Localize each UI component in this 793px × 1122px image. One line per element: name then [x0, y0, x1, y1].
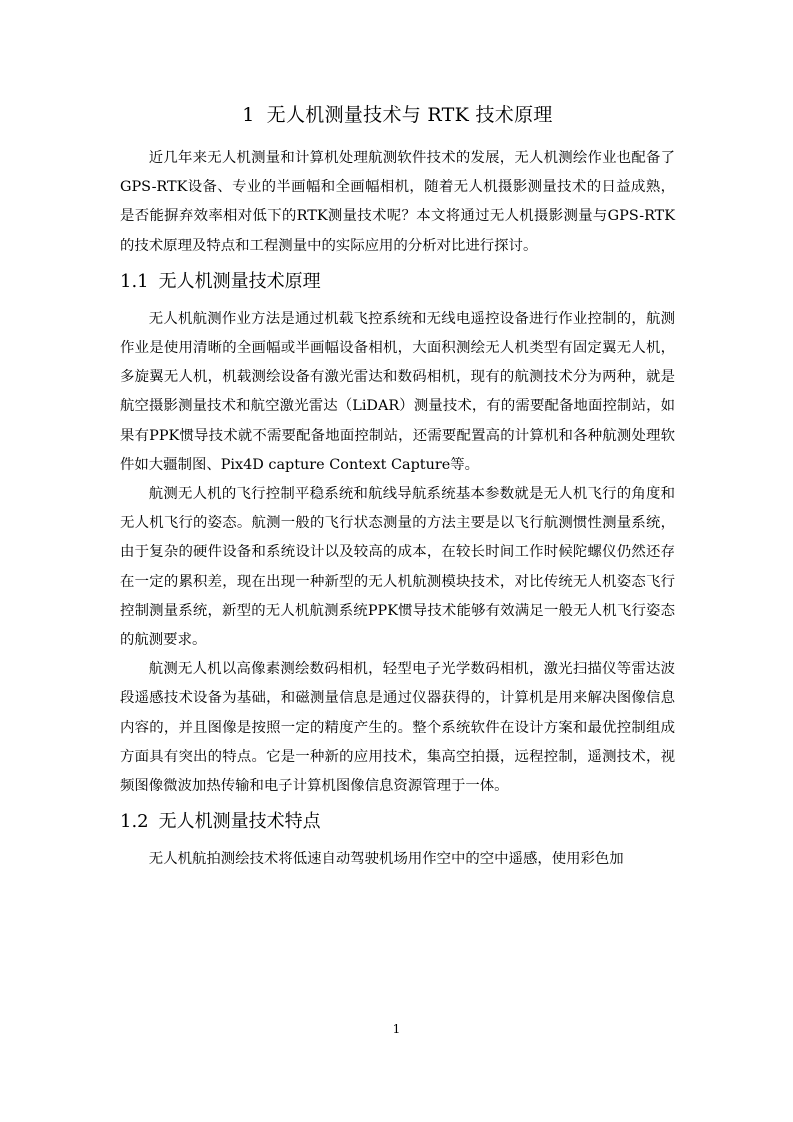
page-number: 1 [392, 1022, 401, 1036]
section-1-1-paragraph-3: 航测无人机以高像素测绘数码相机，轻型电子光学数码相机，激光扫描仪等雷达波段遥感技术设备为基础，和磁测量信息是通过仪器获得的，计算机是用来解决图像信息内容的，并且图像是按照一定的精度产生的。整个系统软件在设计方案和最优控制组成方面具有突出的特点。它是一种新的应用技术，集高空拍摄，远程控制，遥测技术，视频图像微波加热传输和电子计算机图像信息资源管理于一体。 [120, 661, 675, 795]
section-1-1-number: 1.1 [120, 270, 149, 292]
section-1-1-paragraph-2: 航测无人机的飞行控制平稳系统和航线导航系统基本参数就是无人机飞行的角度和无人机飞行的姿态。航测一般的飞行状态测量的方法主要是以飞行航测惯性测量系统，由于复杂的硬件设备和系统设计以及较高的成本，在较长时间工作时候陀螺仪仍然还存在一定的累积差，现在出现一种新型的无人机航测模块技术，对比传统无人机姿态飞行控制测量系统，新型的无人机航测系统PPK惯导技术能够有效满足一般无人机飞行姿态的航测要求。 [120, 486, 675, 649]
page-content [120, 100, 675, 874]
section-1-2-paragraph-1: 无人机航拍测绘技术将低速自动驾驶机场用作空中的空中遥感，使用彩色加 [148, 851, 624, 868]
section-1-2-title: 无人机测量技术特点 [158, 811, 321, 833]
section-1-2-number: 1.2 [120, 811, 149, 833]
section-1-1-title: 无人机测量技术原理 [158, 270, 321, 292]
intro-paragraph: 近几年来无人机测量和计算机处理航测软件技术的发展，无人机测绘作业也配备了GPS-RTK设备、专业的半画幅和全画幅相机，随着无人机摄影测量技术的日益成熟，是否能摒弃效率相对低下的RTK测量技术呢？本文将通过无人机摄影测量与GPS-RTK的技术原理及特点和工程测量中的实际应用的分析对比进行探讨。 [120, 150, 675, 254]
page-title [120, 100, 675, 130]
section-1-1-heading [120, 267, 675, 297]
section-1-1-paragraph-1: 无人机航测作业方法是通过机载飞控系统和无线电遥控设备进行作业控制的，航测作业是使用清晰的全画幅或半画幅设备相机，大面积测绘无人机类型有固定翼无人机，多旋翼无人机，机载测绘设备有激光雷达和数码相机，现有的航测技术分为两种，就是航空摄影测量技术和航空激光雷达（LiDAR）测量技术，有的需要配备地面控制站，如果有PPK惯导技术就不需要配备地面控制站，还需要配置高的计算机和各种航测处理软件如大疆制图、Pix4D capture Context Capture等。 [120, 310, 675, 473]
section-1-2-heading [120, 807, 675, 837]
title-text: 无人机测量技术与 RTK 技术原理 [266, 104, 553, 126]
title-number: 1 [242, 104, 255, 126]
